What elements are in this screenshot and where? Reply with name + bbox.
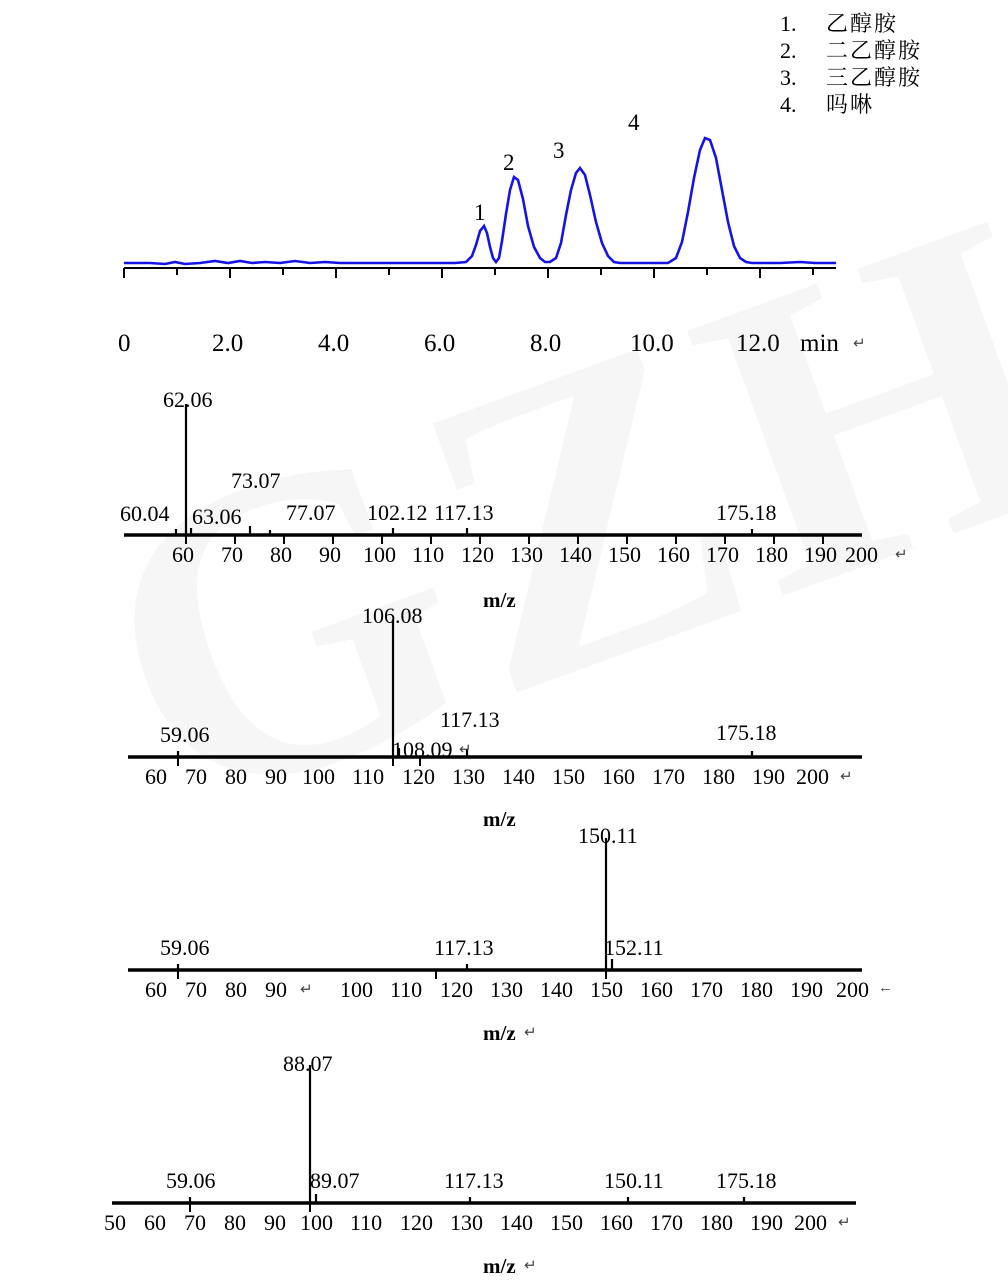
- axis-tick-label: 8.0: [530, 330, 562, 357]
- axis-tick-label: 200: [796, 764, 829, 789]
- axis-tick-label: 90: [264, 1210, 286, 1235]
- axis-tick-label: 180: [700, 1210, 733, 1235]
- axis-tick-label: 110: [390, 977, 423, 1002]
- axis-tick-label: 190: [750, 1210, 783, 1235]
- peak-annotation: 150.11: [578, 823, 638, 848]
- mass-spectrum-2: [0, 602, 1008, 832]
- pilcrow-mark: ↵: [300, 982, 313, 998]
- axis-tick-label: 80: [224, 1210, 246, 1235]
- peak-annotation: 77.07: [286, 500, 336, 525]
- axis-tick-label: 160: [600, 1210, 633, 1235]
- axis-tick-label: 90: [319, 542, 341, 567]
- peak-label-4: 4: [628, 110, 640, 135]
- peak-annotation: 175.18: [716, 720, 777, 745]
- axis-title-mz: m/z: [483, 588, 516, 612]
- axis-tick-label: 170: [652, 764, 685, 789]
- peak-annotation: 59.06: [160, 722, 210, 747]
- peak-annotation: 59.06: [160, 935, 210, 960]
- peak-label-2: 2: [503, 150, 515, 175]
- axis-tick-label: 110: [350, 1210, 383, 1235]
- axis-tick-label: 130: [452, 764, 485, 789]
- axis-tick-label: 140: [502, 764, 535, 789]
- axis-tick-label: 160: [657, 542, 690, 567]
- axis-tick-label: 60: [144, 1210, 166, 1235]
- axis-title-mz: m/z: [483, 1254, 516, 1278]
- axis-tick-label: 170: [706, 542, 739, 567]
- axis-tick-label: 120: [402, 764, 435, 789]
- legend-label: 三乙醇胺: [825, 65, 922, 90]
- peak-annotation: 175.18: [716, 500, 777, 525]
- axis-title-mz: m/z: [483, 807, 516, 831]
- chromatogram-axis-labels: [0, 330, 1008, 364]
- axis-unit-label: min: [800, 330, 839, 357]
- axis-tick-label: 60: [172, 542, 194, 567]
- mass-spectrum-4-svg: [0, 1028, 1008, 1228]
- axis-tick-label: 130: [510, 542, 543, 567]
- peak-annotation: 117.13: [434, 935, 494, 960]
- axis-tick-label: 170: [690, 977, 723, 1002]
- mass-spectrum-1: [0, 380, 1008, 610]
- axis-tick-label: 150: [552, 764, 585, 789]
- mass-spectrum-3: [0, 825, 1008, 1055]
- axis-tick-label: 140: [559, 542, 592, 567]
- peak-label-3: 3: [553, 138, 565, 163]
- axis-tick-label: 160: [602, 764, 635, 789]
- axis-tick-label: 180: [755, 542, 788, 567]
- axis-tick-label: 70: [184, 1210, 206, 1235]
- axis-tick-label: 4.0: [318, 330, 350, 357]
- peak-annotation: 175.18: [716, 1168, 777, 1193]
- axis-tick-label: 180: [740, 977, 773, 1002]
- legend-label: 二乙醇胺: [825, 38, 922, 63]
- axis-tick-label: 200: [794, 1210, 827, 1235]
- axis-tick-label: 50: [104, 1210, 126, 1235]
- axis-tick-label: 100: [363, 542, 396, 567]
- pilcrow-mark: ↵: [853, 336, 866, 352]
- peak-annotation: 62.06: [163, 387, 213, 412]
- pilcrow-mark: ↵: [895, 547, 908, 563]
- axis-tick-label: 6.0: [424, 330, 456, 357]
- pilcrow-mark: ↵: [524, 1258, 537, 1274]
- axis-tick-label: 70: [185, 764, 207, 789]
- axis-tick-label: 120: [440, 977, 473, 1002]
- axis-tick-label: 80: [225, 977, 247, 1002]
- peak-annotation: 89.07: [310, 1168, 360, 1193]
- pilcrow-mark: ↵: [524, 1025, 537, 1041]
- axis-tick-label: 200: [845, 542, 878, 567]
- axis-tick-label: 120: [400, 1210, 433, 1235]
- axis-tick-label: 90: [265, 977, 287, 1002]
- axis-tick-label: 150: [608, 542, 641, 567]
- axis-tick-label: 190: [790, 977, 823, 1002]
- axis-tick-label: 160: [640, 977, 673, 1002]
- peak-annotation: 106.08: [362, 603, 423, 628]
- axis-tick-label: 190: [804, 542, 837, 567]
- axis-tick-label: 80: [225, 764, 247, 789]
- axis-tick-label: 180: [702, 764, 735, 789]
- axis-tick-label: 70: [185, 977, 207, 1002]
- axis-tick-label: 0: [118, 330, 131, 357]
- axis-tick-label: 200: [836, 977, 869, 1002]
- chromatogram-chart: [0, 0, 1008, 380]
- axis-tick-label: 150: [590, 977, 623, 1002]
- axis-tick-label: 80: [270, 542, 292, 567]
- legend-label: 乙醇胺: [825, 11, 898, 36]
- axis-tick-label: 70: [221, 542, 243, 567]
- peak-annotation: 63.06: [192, 504, 242, 529]
- axis-tick-label: 120: [461, 542, 494, 567]
- mass-spectrum-4: [0, 1028, 1008, 1278]
- legend-number: 1.: [779, 11, 797, 36]
- pilcrow-mark: ←: [878, 980, 893, 996]
- peak-annotation: 59.06: [166, 1168, 216, 1193]
- peak-annotation: 60.04: [120, 501, 170, 526]
- axis-tick-label: 170: [650, 1210, 683, 1235]
- pilcrow-mark: ↵: [459, 742, 472, 758]
- legend-number: 2.: [779, 38, 797, 63]
- axis-tick-label: 10.0: [630, 330, 674, 357]
- axis-tick-label: 140: [500, 1210, 533, 1235]
- legend-label: 吗啉: [825, 92, 874, 117]
- axis-tick-label: 130: [450, 1210, 483, 1235]
- axis-tick-label: 100: [340, 977, 373, 1002]
- peak-annotation: 73.07: [231, 468, 281, 493]
- axis-tick-label: 110: [352, 764, 385, 789]
- peak-annotation: 102.12: [367, 500, 428, 525]
- axis-tick-label: 12.0: [736, 330, 780, 357]
- axis-tick-label: 150: [550, 1210, 583, 1235]
- axis-tick-label: 2.0: [212, 330, 244, 357]
- peak-annotation: 150.11: [604, 1168, 664, 1193]
- axis-title-mz: m/z: [483, 1021, 516, 1045]
- peak-annotation: 117.13: [434, 500, 494, 525]
- mass-spectrum-1-svg: [0, 380, 1008, 560]
- peak-annotation: 117.13: [444, 1168, 504, 1193]
- axis-tick-label: 60: [145, 764, 167, 789]
- axis-tick-label: 140: [540, 977, 573, 1002]
- peak-annotation: 152.11: [604, 935, 664, 960]
- axis-tick-label: 90: [265, 764, 287, 789]
- axis-tick-label: 130: [490, 977, 523, 1002]
- peak-annotation: 117.13: [440, 707, 500, 732]
- axis-tick-label: 100: [302, 764, 335, 789]
- peak-annotation: 88.07: [283, 1051, 333, 1076]
- axis-tick-label: 100: [300, 1210, 333, 1235]
- legend-number: 3.: [779, 65, 797, 90]
- pilcrow-mark: ↵: [840, 769, 853, 785]
- legend-number: 4.: [779, 92, 797, 117]
- peak-annotation: 108.09: [392, 737, 453, 762]
- peak-label-1: 1: [474, 200, 486, 225]
- pilcrow-mark: ↵: [838, 1215, 851, 1231]
- axis-tick-label: 110: [412, 542, 445, 567]
- axis-tick-label: 60: [145, 977, 167, 1002]
- mass-spectrum-2-svg: [0, 602, 1008, 782]
- axis-tick-label: 190: [752, 764, 785, 789]
